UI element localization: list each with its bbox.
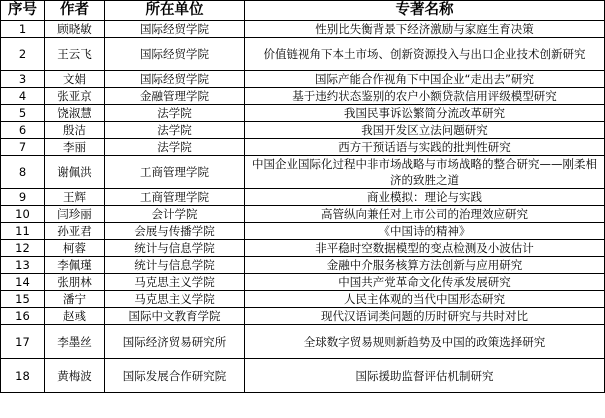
cell-author: 潘宁 xyxy=(45,291,105,308)
table-row xyxy=(1,274,605,291)
cell-author: 闫珍丽 xyxy=(45,206,105,223)
cell-title: 高管纵向兼任对上市公司的治理效应研究 xyxy=(245,206,605,223)
cell-unit: 法学院 xyxy=(105,122,245,139)
cell-title: 中国企业国际化过程中非市场战略与市场战略的整合研究——刚柔相济的致胜之道 xyxy=(245,156,605,189)
cell-author: 顾晓敏 xyxy=(45,21,105,38)
header-title: 专著名称 xyxy=(245,1,605,21)
cell-no: 18 xyxy=(1,359,45,393)
cell-title: 全球数字贸易规则新趋势及中国的政策选择研究 xyxy=(245,325,605,359)
cell-no: 1 xyxy=(1,21,45,38)
table-row xyxy=(1,105,605,122)
cell-no: 13 xyxy=(1,257,45,274)
cell-unit: 国际经贸学院 xyxy=(105,38,245,71)
cell-title: 国际产能合作视角下中国企业“走出去”研究 xyxy=(245,71,605,88)
table-row xyxy=(1,223,605,240)
cell-author: 王云飞 xyxy=(45,38,105,71)
cell-title: 我国开发区立法问题研究 xyxy=(245,122,605,139)
cell-author: 谢佩洪 xyxy=(45,156,105,189)
cell-author: 李墨丝 xyxy=(45,325,105,359)
header-unit: 所在单位 xyxy=(105,1,245,21)
cell-title: 国际援助监督评估机制研究 xyxy=(245,359,605,393)
cell-unit: 工商管理学院 xyxy=(105,156,245,189)
cell-author: 殷洁 xyxy=(45,122,105,139)
cell-title: 人民主体观的当代中国形态研究 xyxy=(245,291,605,308)
cell-title: 基于违约状态鉴别的农户小额贷款信用评级模型研究 xyxy=(245,88,605,105)
table-row xyxy=(1,325,605,359)
cell-title: 中国共产党革命文化传承发展研究 xyxy=(245,274,605,291)
cell-unit: 会展与传播学院 xyxy=(105,223,245,240)
table-row xyxy=(1,38,605,71)
cell-no: 6 xyxy=(1,122,45,139)
cell-unit: 国际经贸学院 xyxy=(105,21,245,38)
cell-author: 张亚京 xyxy=(45,88,105,105)
table-row xyxy=(1,21,605,38)
cell-author: 黄梅波 xyxy=(45,359,105,393)
cell-no: 12 xyxy=(1,240,45,257)
cell-author: 饶淑慧 xyxy=(45,105,105,122)
table-row xyxy=(1,240,605,257)
cell-unit: 会计学院 xyxy=(105,206,245,223)
cell-unit: 国际经贸学院 xyxy=(105,71,245,88)
cell-author: 王辉 xyxy=(45,189,105,206)
cell-no: 10 xyxy=(1,206,45,223)
cell-unit: 统计与信息学院 xyxy=(105,257,245,274)
cell-unit: 法学院 xyxy=(105,139,245,156)
table-row xyxy=(1,189,605,206)
table-row xyxy=(1,257,605,274)
table-row xyxy=(1,291,605,308)
cell-author: 李佩瑾 xyxy=(45,257,105,274)
table-row xyxy=(1,139,605,156)
header-row xyxy=(1,1,605,21)
table-row xyxy=(1,206,605,223)
table-row xyxy=(1,88,605,105)
cell-title: 《中国诗的精神》 xyxy=(245,223,605,240)
cell-author: 赵彧 xyxy=(45,308,105,325)
cell-title: 金融中介服务核算方法创新与应用研究 xyxy=(245,257,605,274)
cell-title: 西方干预话语与实践的批判性研究 xyxy=(245,139,605,156)
cell-no: 14 xyxy=(1,274,45,291)
cell-no: 11 xyxy=(1,223,45,240)
table-row xyxy=(1,359,605,393)
table-row xyxy=(1,156,605,189)
cell-no: 7 xyxy=(1,139,45,156)
cell-no: 8 xyxy=(1,156,45,189)
cell-author: 张朋林 xyxy=(45,274,105,291)
cell-author: 孙亚君 xyxy=(45,223,105,240)
table-row xyxy=(1,308,605,325)
cell-no: 17 xyxy=(1,325,45,359)
cell-unit: 金融管理学院 xyxy=(105,88,245,105)
cell-title: 非平稳时空数据模型的变点检测及小波估计 xyxy=(245,240,605,257)
cell-author: 柯蓉 xyxy=(45,240,105,257)
cell-no: 3 xyxy=(1,71,45,88)
cell-no: 9 xyxy=(1,189,45,206)
cell-no: 4 xyxy=(1,88,45,105)
cell-unit: 马克思主义学院 xyxy=(105,291,245,308)
cell-unit: 马克思主义学院 xyxy=(105,274,245,291)
table-row xyxy=(1,122,605,139)
cell-no: 2 xyxy=(1,38,45,71)
cell-author: 李丽 xyxy=(45,139,105,156)
cell-no: 5 xyxy=(1,105,45,122)
cell-unit: 统计与信息学院 xyxy=(105,240,245,257)
header-author: 作者 xyxy=(45,1,105,21)
cell-unit: 法学院 xyxy=(105,105,245,122)
cell-author: 文娟 xyxy=(45,71,105,88)
cell-unit: 国际中文教育学院 xyxy=(105,308,245,325)
cell-unit: 国际发展合作研究院 xyxy=(105,359,245,393)
table-row xyxy=(1,71,605,88)
cell-no: 16 xyxy=(1,308,45,325)
cell-no: 15 xyxy=(1,291,45,308)
cell-unit: 国际经济贸易研究所 xyxy=(105,325,245,359)
cell-title: 我国民事诉讼繁简分流改革研究 xyxy=(245,105,605,122)
cell-title: 价值链视角下本土市场、创新资源投入与出口企业技术创新研究 xyxy=(245,38,605,71)
cell-unit: 工商管理学院 xyxy=(105,189,245,206)
cell-title: 性别比失衡背景下经济激励与家庭生育决策 xyxy=(245,21,605,38)
cell-title: 商业模拟：理论与实践 xyxy=(245,189,605,206)
header-no: 序号 xyxy=(1,1,45,21)
cell-title: 现代汉语词类问题的历时研究与共时对比 xyxy=(245,308,605,325)
